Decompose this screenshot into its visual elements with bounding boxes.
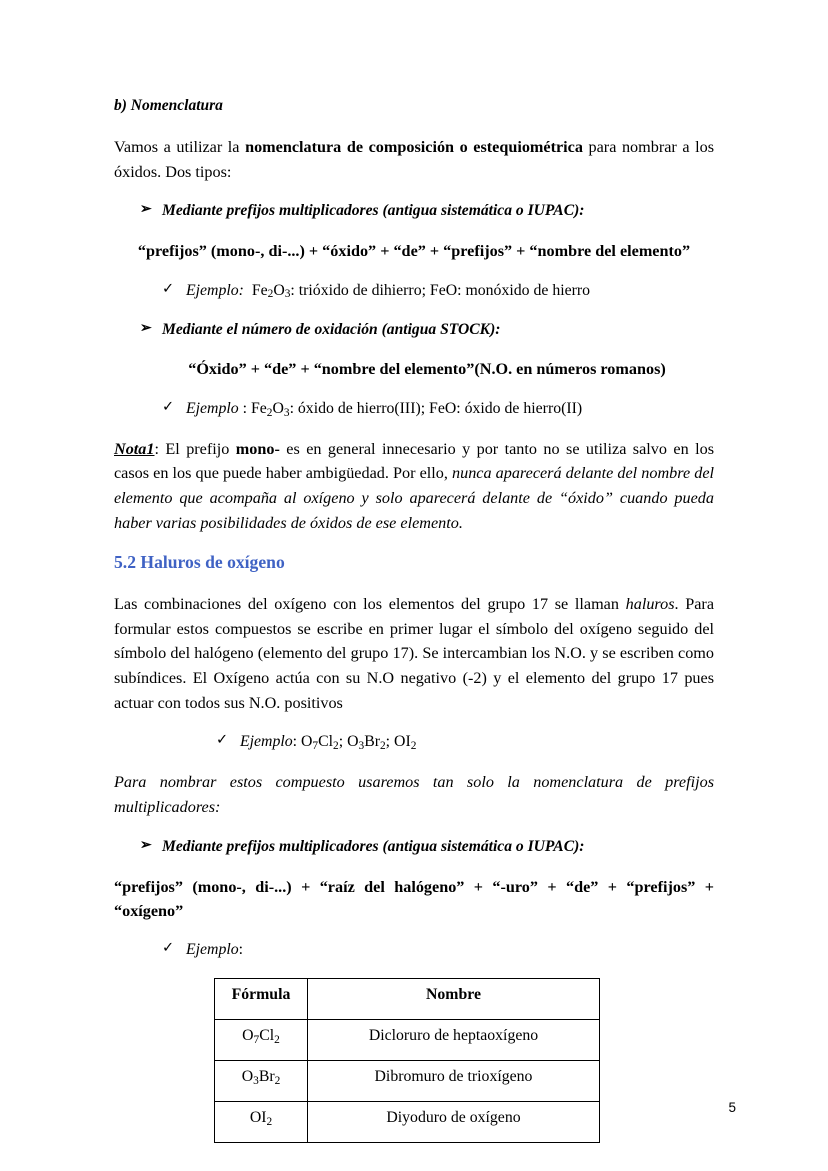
method-prefixes-title-text: Mediante prefijos multiplicadores (antigua sistemática o IUPAC): [162, 202, 585, 220]
formula-fe-sub: 2 [266, 406, 273, 419]
example-text: : trióxido de dihierro; FeO: monóxido de hierro [290, 281, 591, 299]
cell-formula: $O_3Br_2$ [215, 1061, 308, 1102]
example-label: Ejemplo [240, 733, 293, 751]
cell-nombre: Dibromuro de trioxígeno [308, 1061, 600, 1102]
example-formula-list [301, 733, 417, 753]
example-formula-fe2o3: : $Fe_2O_3$ [242, 399, 290, 419]
page-content [114, 96, 714, 1143]
formula-separator: ; [338, 733, 348, 751]
formula-o-sub: 3 [283, 406, 290, 419]
method-prefixes-title [114, 200, 714, 222]
formula-o: O [273, 281, 285, 299]
formula-oi2: $OI_2$ [394, 733, 417, 753]
haluros-table-wrap [114, 978, 714, 1143]
check-bullet-icon: ✓ [162, 280, 175, 297]
section-52-method-title-text: Mediante prefijos multiplicadores (antigua sistemática o IUPAC): [162, 837, 585, 855]
formula-o: O [272, 399, 284, 417]
section-52-heading: 5.2 Haluros de oxígeno [114, 552, 285, 573]
example-label: Ejemplo: [186, 281, 244, 299]
cell-nombre: Diyoduro de oxígeno [308, 1102, 600, 1143]
example-label: Ejemplo [186, 941, 239, 959]
nota1-label: Nota1 [114, 439, 155, 458]
example-label: Ejemplo [186, 399, 239, 417]
method-prefixes-example [114, 280, 714, 302]
formula-o3br2: $O_3Br_2$ [347, 733, 386, 753]
table-row [215, 1020, 600, 1061]
nota1-part1: : El prefijo [154, 439, 236, 458]
formula-separator: ; [385, 733, 395, 751]
cell-nombre: Dicloruro de heptaoxígeno [308, 1020, 600, 1061]
formula-fe-sub: 2 [267, 288, 274, 301]
section-52-italic-note: Para nombrar estos compuesto usaremos tan solo la nomenclatura de prefijos multiplicadores: [114, 773, 714, 817]
table-row [215, 1102, 600, 1143]
column-header-nombre: Nombre [308, 979, 600, 1020]
table-header-row [215, 979, 600, 1020]
page-number: 5 [728, 1100, 736, 1115]
arrow-bullet-icon: ➢ [140, 202, 152, 218]
section-52-method-title [114, 836, 714, 858]
column-header-formula: Fórmula [215, 979, 308, 1020]
intro-bold-term: nomenclatura de composición o estequiométrica [245, 138, 583, 157]
method-stock-example [114, 398, 714, 420]
example-colon: : [292, 733, 298, 751]
section-52-rule: “prefijos” (mono-, di-...) + “raíz del halógeno” + “-uro” + “de” + “prefijos” + “oxígeno” [114, 877, 714, 920]
section-52-paragraph [114, 592, 714, 715]
haluros-table [214, 978, 600, 1143]
method-stock-rule: “Óxido” + “de” + “nombre del elemento”(N.O. en números romanos) [188, 360, 666, 379]
example-text: : óxido de hierro(III); FeO: óxido de hierro(II) [289, 399, 583, 417]
arrow-bullet-icon: ➢ [140, 837, 152, 853]
cell-formula: $OI_2$ [215, 1102, 308, 1143]
example-colon: : [238, 941, 244, 959]
intro-paragraph [114, 135, 714, 184]
formula-o-sub: 3 [284, 288, 291, 301]
example-formula-fe2o3 [248, 282, 291, 299]
check-bullet-icon: ✓ [162, 398, 175, 415]
nota1-paragraph [114, 437, 714, 536]
section-52-example2 [114, 939, 714, 961]
method-prefixes-rule: “prefijos” (mono-, di-...) + “óxido” + “de” + “prefijos” + “nombre del elemento” [137, 242, 691, 261]
intro-suffix: para nombrar a los óxidos. Dos tipos: [114, 138, 714, 181]
cell-formula: $O_7Cl_2$ [215, 1020, 308, 1061]
nota1-bold-term: mono- [235, 439, 280, 458]
nota1-italic-part: nunca aparecerá delante del nombre del elemento que acompaña al oxígeno y solo aparecerá delante de “óxido” cuando pueda haber varias posibilidades de óxidos de ese elemento. [114, 464, 714, 532]
nota1-part2: es en general innecesario y por tanto no se utiliza salvo en los casos en los que puede haber ambigüedad. Por ello, [114, 439, 714, 483]
formula-fe: Fe [250, 399, 267, 417]
section-52-italic-term: haluros [625, 595, 675, 614]
section-52-part2: . Para formular estos compuestos se escribe en primer lugar el símbolo del oxígeno seguido del símbolo del halógeno (elemento del grupo 17). Se intercambian los N.O. y se escriben como subíndices. El Oxígeno actúa con su N.O negativo (-2) y el elemento del grupo 17 pues actuar con todos sus N.O. positivos [114, 595, 714, 712]
method-stock-title-text: Mediante el número de oxidación (antigua STOCK): [162, 320, 501, 338]
table-body [215, 1020, 600, 1143]
section-52-example [114, 731, 714, 753]
formula-fe: Fe [251, 281, 268, 299]
table-row [215, 1061, 600, 1102]
formula-o7cl2: $O_7Cl_2$ [301, 733, 339, 753]
check-bullet-icon: ✓ [162, 940, 175, 957]
intro-prefix: Vamos a utilizar la [114, 138, 246, 157]
section-b-label: b) Nomenclatura [114, 97, 223, 114]
section-52-part1: Las combinaciones del oxígeno con los elementos del grupo 17 se llaman [114, 595, 626, 614]
method-stock-title [114, 319, 714, 341]
arrow-bullet-icon: ➢ [140, 320, 152, 336]
check-bullet-icon: ✓ [216, 732, 229, 749]
